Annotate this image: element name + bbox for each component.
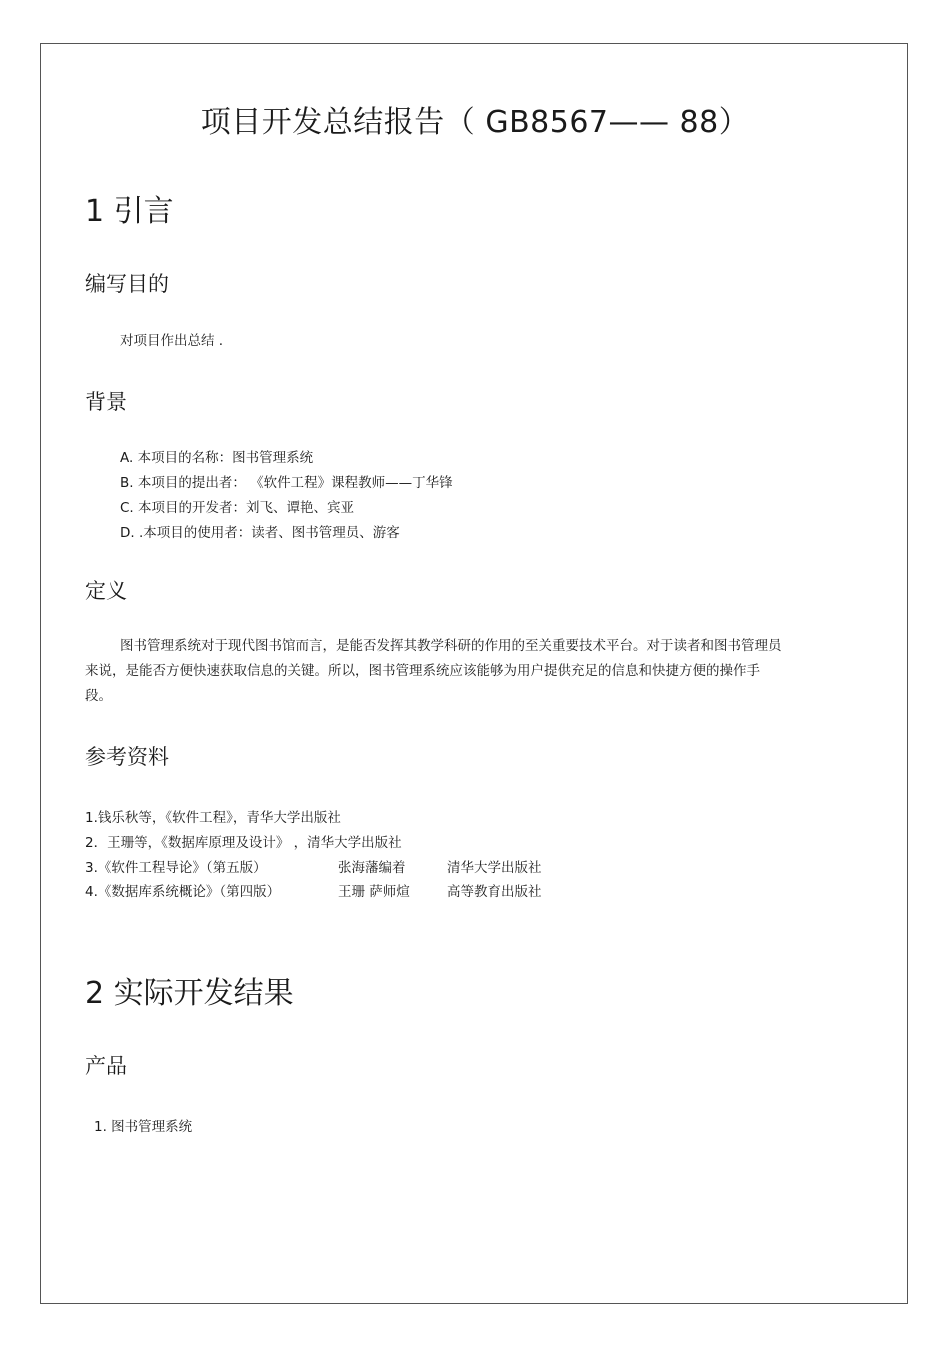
- subsection-heading-purpose: 编写目的: [85, 272, 169, 296]
- background-item: C. 本项目的开发者：刘飞、谭艳、宾亚: [120, 500, 355, 516]
- reference-author: 张海藩编着: [338, 860, 406, 876]
- definition-paragraph: 图书管理系统对于现代图书馆而言，是能否发挥其教学科研的作用的至关重要技术平台。对于读者和图书管理员来说，是能否方便快速获取信息的关键。所以，图书管理系统应该能够为用户提供充足的信息和快捷方便的操作手段。: [85, 638, 782, 704]
- subsection-heading-product: 产品: [85, 1054, 127, 1078]
- reference-author: 王珊 萨师煊: [338, 884, 410, 900]
- reference-item: 3.《软件工程导论》（第五版）: [85, 860, 267, 876]
- background-item: A. 本项目的名称：图书管理系统: [120, 450, 314, 466]
- subsection-heading-background: 背景: [85, 390, 127, 414]
- purpose-text: 对项目作出总结 .: [120, 333, 224, 349]
- reference-item: 4.《数据库系统概论》（第四版）: [85, 884, 281, 900]
- section-heading-introduction: 1 引言: [85, 194, 174, 229]
- section-heading-results: 2 实际开发结果: [85, 976, 294, 1011]
- subsection-heading-references: 参考资料: [85, 745, 169, 769]
- reference-item: 1.钱乐秋等，《软件工程》，青华大学出版社: [85, 810, 341, 826]
- subsection-heading-definition: 定义: [85, 579, 127, 603]
- document-title: 项目开发总结报告（ GB8567—— 88）: [200, 105, 750, 140]
- reference-publisher: 高等教育出版社: [447, 884, 542, 900]
- reference-item: 2．王珊等，《数据库原理及设计》 ，清华大学出版社: [85, 835, 402, 851]
- background-item: B. 本项目的提出者： 《软件工程》课程教师——丁华锋: [120, 475, 453, 491]
- reference-publisher: 清华大学出版社: [447, 860, 542, 876]
- product-item: 1. 图书管理系统: [94, 1119, 193, 1135]
- background-item: D. .本项目的使用者：读者、图书管理员、游客: [120, 525, 400, 541]
